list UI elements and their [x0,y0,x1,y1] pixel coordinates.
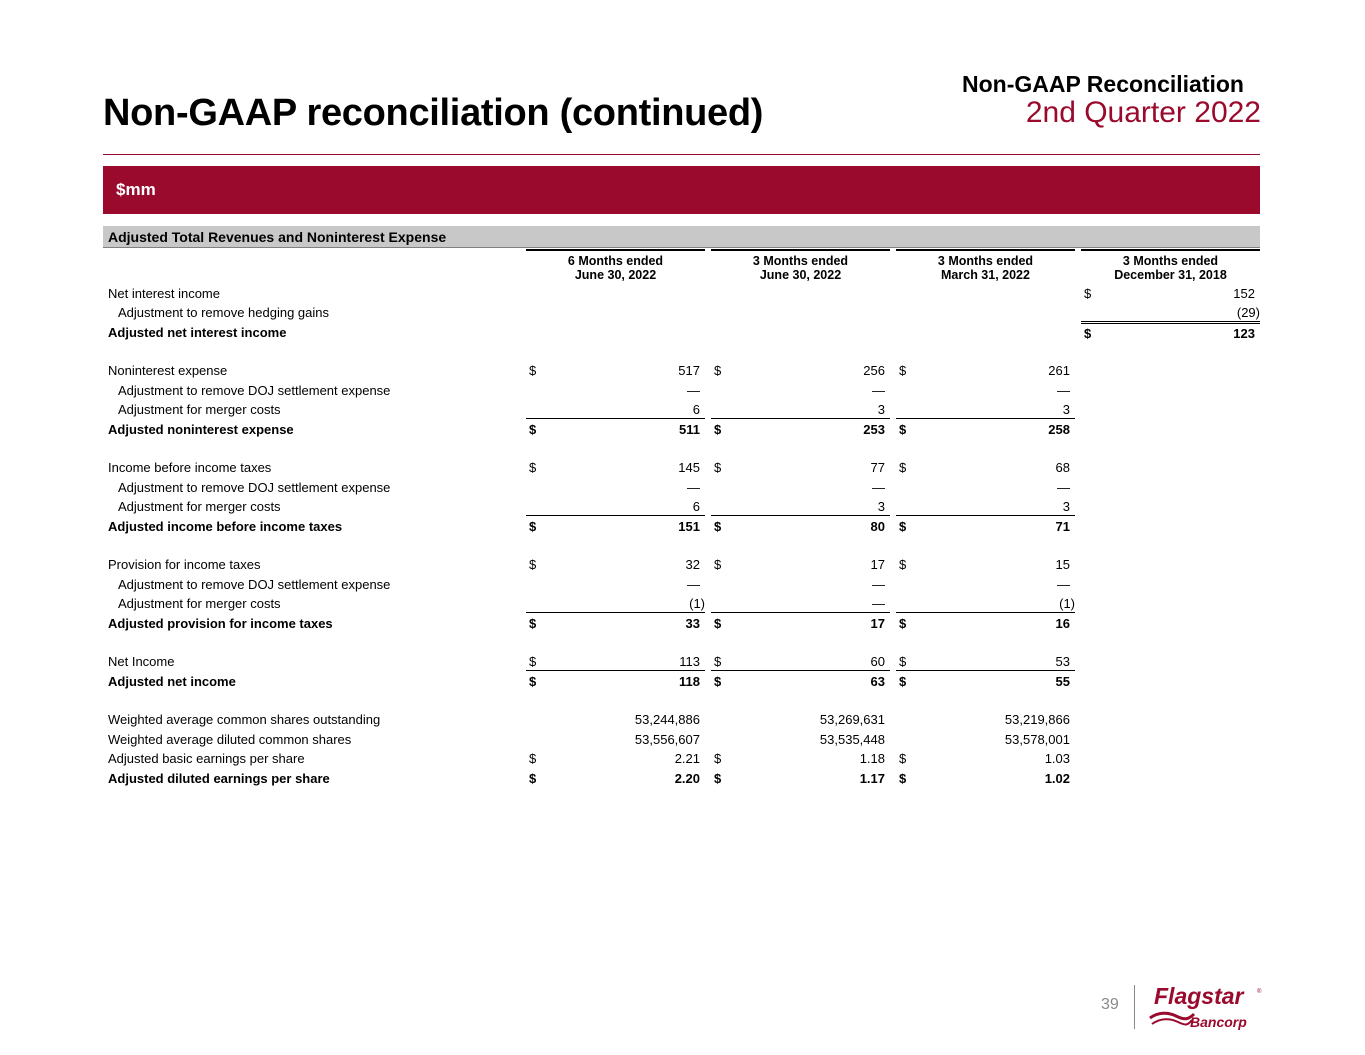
table-row [103,749,1260,768]
table-cell [526,749,705,768]
cell-value: 152 [1233,285,1255,301]
table-cell [711,517,890,536]
row-label: Adjusted diluted earnings per share [108,770,330,786]
table-cell [896,478,1075,497]
currency-symbol: $ [529,770,537,786]
cell-value: 17 [870,557,885,572]
cell-value: 1.03 [1044,751,1070,766]
table-row [103,614,1260,633]
cell-value: 53 [1055,654,1070,669]
row-label: Provision for income taxes [108,557,261,572]
cell-value: 256 [863,363,885,378]
row-label: Adjusted net income [108,673,236,689]
table-cell [1081,303,1260,322]
table-cell [896,749,1075,768]
currency-symbol: $ [714,460,722,475]
table-cell [896,594,1075,613]
page-title: Non-GAAP reconciliation (continued) [103,92,764,134]
column-header-line1: 3 Months ended [937,254,1034,268]
cell-value: — [872,576,885,592]
table-cell [711,497,890,516]
table-cell [526,672,705,691]
table-cell [1081,323,1260,342]
table-row [103,323,1260,342]
table-row [103,361,1260,380]
currency-symbol: $ [1084,285,1092,301]
cell-value: 261 [1048,363,1070,378]
column-header-line1: 6 Months ended [567,254,664,268]
cell-value: — [1057,576,1070,592]
table-row [103,478,1260,497]
title-rule [103,154,1260,155]
cell-value: — [687,479,700,495]
cell-value: — [872,596,885,611]
cell-value: 63 [870,673,885,689]
deck-header [962,70,1261,128]
table-cell [526,361,705,380]
table-cell [526,652,705,671]
table-cell [711,555,890,574]
row-label: Adjusted provision for income taxes [108,615,333,631]
row-label: Adjustment to remove DOJ settlement expense [118,479,391,495]
row-label: Adjustment for merger costs [118,499,281,514]
table-cell [711,594,890,613]
cell-value: 33 [685,615,700,631]
table-cell [711,575,890,594]
currency-symbol: $ [529,751,537,766]
cell-value: 32 [685,557,700,572]
table-row [103,730,1260,749]
table-cell [896,361,1075,380]
table-cell [526,730,705,749]
table-cell [896,497,1075,516]
table-cell [896,555,1075,574]
column-header-line2: June 30, 2022 [574,268,657,282]
cell-value: 118 [679,673,700,689]
cell-value: (29) [1236,305,1260,320]
column-header-line2: December 31, 2018 [1114,268,1227,282]
table-cell [526,517,705,536]
table-row [103,594,1260,613]
footer-divider [1134,985,1135,1029]
logo-swoosh-icon [1150,1013,1194,1019]
currency-symbol: $ [714,751,722,766]
cell-value: 517 [678,363,700,378]
row-label: Weighted average diluted common shares [108,731,352,747]
row-label: Adjustment to remove hedging gains [118,305,330,320]
currency-symbol: $ [529,460,537,475]
table-cell [896,614,1075,633]
cell-value: 1.02 [1044,770,1070,786]
cell-value: 1.17 [859,770,885,786]
currency-symbol: $ [529,673,537,689]
logo-wordmark: Flagstar [1154,983,1244,1009]
table-cell [896,652,1075,671]
table-cell [526,614,705,633]
units-band [103,166,1260,214]
table-row [103,517,1260,536]
cell-value: — [872,479,885,495]
cell-value: 80 [870,518,885,534]
cell-value: 258 [1048,421,1070,437]
table-cell [896,420,1075,439]
cell-value: — [872,382,885,398]
currency-symbol: $ [714,673,722,689]
table-row [103,710,1260,729]
column-header-line1: 3 Months ended [752,254,849,268]
table-row [103,303,1260,322]
table-cell [526,769,705,788]
table-cell [711,478,890,497]
table-cell [711,652,890,671]
currency-symbol: $ [714,654,722,669]
column-header [526,249,705,284]
table-cell [896,769,1075,788]
cell-value: 53,244,886 [634,712,700,727]
table-cell [711,381,890,400]
table-cell [526,478,705,497]
table-row [103,575,1260,594]
table-cell [896,458,1075,477]
currency-symbol: $ [529,518,537,534]
cell-value: 6 [692,402,700,417]
table-cell [896,575,1075,594]
table-cell [896,400,1075,419]
column-header [1081,249,1260,284]
row-label: Adjustment for merger costs [118,402,281,417]
currency-symbol: $ [899,751,907,766]
cell-value: 3 [1062,402,1070,417]
currency-symbol: $ [714,518,722,534]
cell-value: 71 [1055,518,1070,534]
currency-symbol: $ [899,460,907,475]
row-label: Adjustment to remove DOJ settlement expense [118,576,391,592]
table-cell [526,420,705,439]
table-cell [896,730,1075,749]
currency-symbol: $ [714,363,722,378]
table-cell [526,381,705,400]
row-label: Weighted average common shares outstanding [108,712,381,727]
table-row [103,458,1260,477]
row-label: Adjustment to remove DOJ settlement expense [118,382,391,398]
cell-value: 3 [1062,499,1070,514]
row-label: Income before income taxes [108,460,272,475]
currency-symbol: $ [899,363,907,378]
deck-subtitle: Non-GAAP Reconciliation [962,71,1244,97]
currency-symbol: $ [714,557,722,572]
cell-value: 253 [863,421,885,437]
table-row [103,420,1260,439]
table-cell [896,381,1075,400]
row-label: Adjusted income before income taxes [108,518,343,534]
logo-registered-mark: ® [1257,989,1262,995]
column-header-line2: March 31, 2022 [941,268,1030,282]
cell-value: (1) [1059,596,1075,611]
table-row [103,769,1260,788]
table-cell [896,710,1075,729]
table-cell [711,420,890,439]
table-cell [711,769,890,788]
currency-symbol: $ [529,421,537,437]
table-cell [896,672,1075,691]
cell-value: 77 [870,460,885,475]
units-label: $mm [116,180,156,199]
currency-symbol: $ [714,615,722,631]
section-header [103,226,1260,248]
flagstar-logo [1148,980,1266,1032]
cell-value: 60 [870,654,885,669]
cell-value: 511 [679,421,700,437]
cell-value: — [1057,479,1070,495]
currency-symbol: $ [1084,325,1092,341]
currency-symbol: $ [714,770,722,786]
row-label: Net Income [108,654,175,669]
cell-value: — [687,576,700,592]
table-row [103,672,1260,691]
table-row [103,284,1260,303]
table-cell [711,614,890,633]
table-cell [711,710,890,729]
table-cell [711,361,890,380]
column-header-line1: 3 Months ended [1122,254,1219,268]
cell-value: — [687,382,700,398]
table-cell [711,458,890,477]
row-label: Adjusted noninterest expense [108,421,294,437]
currency-symbol: $ [899,518,907,534]
column-header-line2: June 30, 2022 [759,268,842,282]
logo-subtitle: Bancorp [1190,1014,1247,1030]
currency-symbol: $ [529,615,537,631]
table-cell [711,672,890,691]
currency-symbol: $ [899,615,907,631]
cell-value: 2.20 [674,770,700,786]
currency-symbol: $ [714,421,722,437]
deck-quarter: 2nd Quarter 2022 [1025,96,1261,129]
table-row [103,555,1260,574]
cell-value: 53,269,631 [819,712,885,727]
table-cell [526,575,705,594]
table-row [103,400,1260,419]
table-cell [526,400,705,419]
table-cell [1081,284,1260,303]
row-label: Adjustment for merger costs [118,596,281,611]
currency-symbol: $ [899,673,907,689]
row-label: Net interest income [108,285,220,301]
table-cell [711,400,890,419]
cell-value: 2.21 [674,751,700,766]
currency-symbol: $ [899,557,907,572]
cell-value: 53,219,866 [1004,712,1070,727]
row-label: Noninterest expense [108,363,228,378]
currency-symbol: $ [529,654,537,669]
table-cell [711,730,890,749]
cell-value: 1.18 [859,751,885,766]
table-row [103,652,1260,671]
section-title: Adjusted Total Revenues and Noninterest Expense [108,229,447,245]
cell-value: 3 [877,499,885,514]
table-cell [526,497,705,516]
currency-symbol: $ [899,770,907,786]
cell-value: 123 [1233,325,1255,341]
currency-symbol: $ [899,421,907,437]
cell-value: 113 [679,654,700,669]
table-cell [896,517,1075,536]
table-row [103,381,1260,400]
column-header [711,249,890,284]
cell-value: 145 [678,460,700,475]
cell-value: 53,578,001 [1004,731,1070,747]
cell-value: (1) [689,596,705,611]
cell-value: 3 [877,402,885,417]
cell-value: 53,556,607 [634,731,700,747]
currency-symbol: $ [899,654,907,669]
table-row [103,497,1260,516]
table-cell [526,710,705,729]
cell-value: 6 [692,499,700,514]
cell-value: 53,535,448 [819,731,885,747]
cell-value: 151 [678,518,700,534]
cell-value: — [1057,382,1070,398]
cell-value: 55 [1055,673,1070,689]
row-label: Adjusted basic earnings per share [108,751,305,766]
row-label: Adjusted net interest income [108,324,287,340]
cell-value: 16 [1055,615,1070,631]
cell-value: 15 [1055,557,1070,572]
currency-symbol: $ [529,363,537,378]
page-number: 39 [1101,996,1119,1013]
table-cell [526,458,705,477]
column-header [896,249,1075,284]
table-cell [526,594,705,613]
cell-value: 68 [1055,460,1070,475]
currency-symbol: $ [529,557,537,572]
table-cell [711,749,890,768]
cell-value: 17 [870,615,885,631]
table-cell [526,555,705,574]
